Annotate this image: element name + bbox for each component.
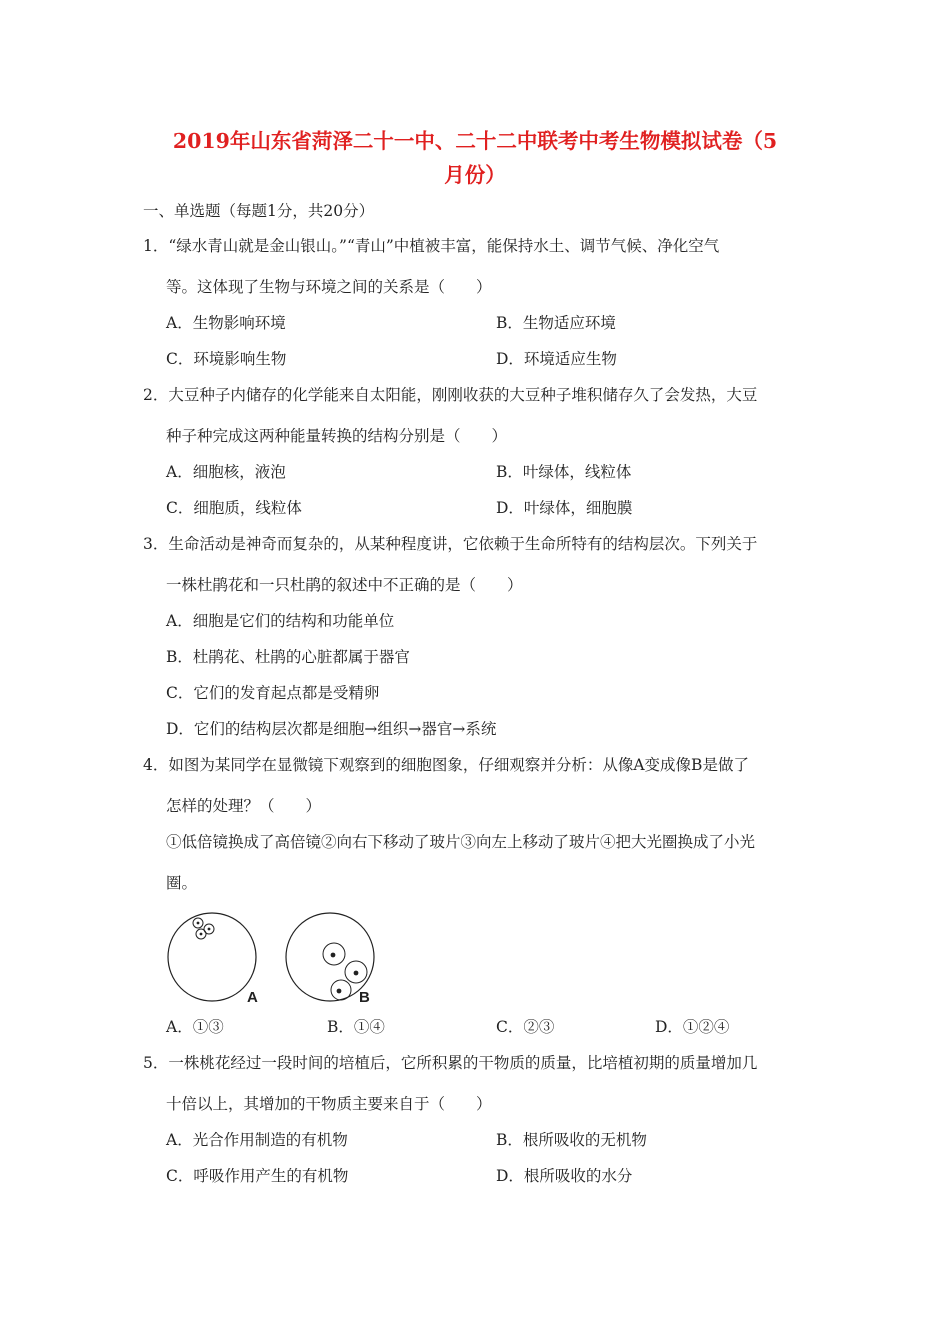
view-b-nucleus	[331, 953, 336, 958]
microscope-diagram	[160, 905, 390, 1010]
q1-stem-line1: 1．“绿水青山就是金山银山。”“青山”中植被丰富，能保持水土、调节气候、净化空气	[143, 237, 720, 255]
q3-stem-line1: 3．生命活动是神奇而复杂的，从某种程度讲，它依赖于生命所特有的结构层次。下列关于	[143, 535, 758, 553]
view-a-label: A	[247, 989, 258, 1006]
q2-stem-line2: 种子种完成这两种能量转换的结构分别是（ ）	[166, 427, 508, 445]
view-b-nucleus	[354, 971, 359, 976]
view-b-label: B	[359, 989, 370, 1006]
q5-option-d: D．根所吸收的水分	[496, 1167, 633, 1185]
q2-option-d: D．叶绿体，细胞膜	[496, 499, 633, 517]
section-heading: 一、单选题（每题1分，共20分）	[143, 202, 375, 220]
q4-option-b: B．①④	[327, 1018, 385, 1036]
q4-stem-line1: 4．如图为某同学在显微镜下观察到的细胞图象，仔细观察并分析：从像A变成像B是做了	[143, 756, 749, 774]
q4-choices-line2: 圈。	[166, 874, 198, 892]
q4-option-a: A．①③	[166, 1018, 224, 1036]
q2-option-c: C．细胞质，线粒体	[166, 499, 302, 517]
q3-option-c: C．它们的发育起点都是受精卵	[166, 684, 380, 702]
exam-title-line1: 2019年山东省菏泽二十一中、二十二中联考中考生物模拟试卷（5	[172, 129, 778, 153]
view-b-circle	[286, 913, 374, 1001]
q1-option-d: D．环境适应生物	[496, 350, 617, 368]
q3-stem-line2: 一株杜鹃花和一只杜鹃的叙述中不正确的是（ ）	[166, 576, 523, 594]
q5-stem-line2: 十倍以上，其增加的干物质主要来自于（ ）	[166, 1095, 492, 1113]
q2-option-b: B．叶绿体，线粒体	[496, 463, 632, 481]
view-a-circle	[168, 913, 256, 1001]
q4-option-c: C．②③	[496, 1018, 555, 1036]
q1-option-b: B．生物适应环境	[496, 314, 616, 332]
view-b-nucleus	[337, 989, 342, 994]
q3-option-a: A．细胞是它们的结构和功能单位	[166, 612, 395, 630]
q2-stem-line1: 2．大豆种子内储存的化学能来自太阳能，刚刚收获的大豆种子堆积储存久了会发热，大豆	[143, 386, 758, 404]
q1-option-a: A．生物影响环境	[166, 314, 286, 332]
q5-option-b: B．根所吸收的无机物	[496, 1131, 647, 1149]
exam-title-line2: 月份）	[444, 163, 506, 187]
view-a-nucleus	[197, 922, 200, 925]
q4-stem-line2: 怎样的处理？（ ）	[166, 797, 322, 815]
q4-option-d: D．①②④	[655, 1018, 730, 1036]
q5-stem-line1: 5．一株桃花经过一段时间的培植后，它所积累的干物质的质量，比培植初期的质量增加几	[143, 1054, 758, 1072]
q1-option-c: C．环境影响生物	[166, 350, 287, 368]
view-a-nucleus	[200, 933, 203, 936]
q5-option-a: A．光合作用制造的有机物	[166, 1131, 348, 1149]
q5-option-c: C．呼吸作用产生的有机物	[166, 1167, 349, 1185]
q3-option-b: B．杜鹃花、杜鹃的心脏都属于器官	[166, 648, 410, 666]
q2-option-a: A．细胞核，液泡	[166, 463, 286, 481]
q1-stem-line2: 等。这体现了生物与环境之间的关系是（ ）	[166, 278, 492, 296]
view-a-nucleus	[208, 928, 211, 931]
q3-option-d: D．它们的结构层次都是细胞→组织→器官→系统	[166, 720, 497, 738]
q4-choices-line1: ①低倍镜换成了高倍镜②向右下移动了玻片③向左上移动了玻片④把大光圈换成了小光	[166, 833, 756, 851]
